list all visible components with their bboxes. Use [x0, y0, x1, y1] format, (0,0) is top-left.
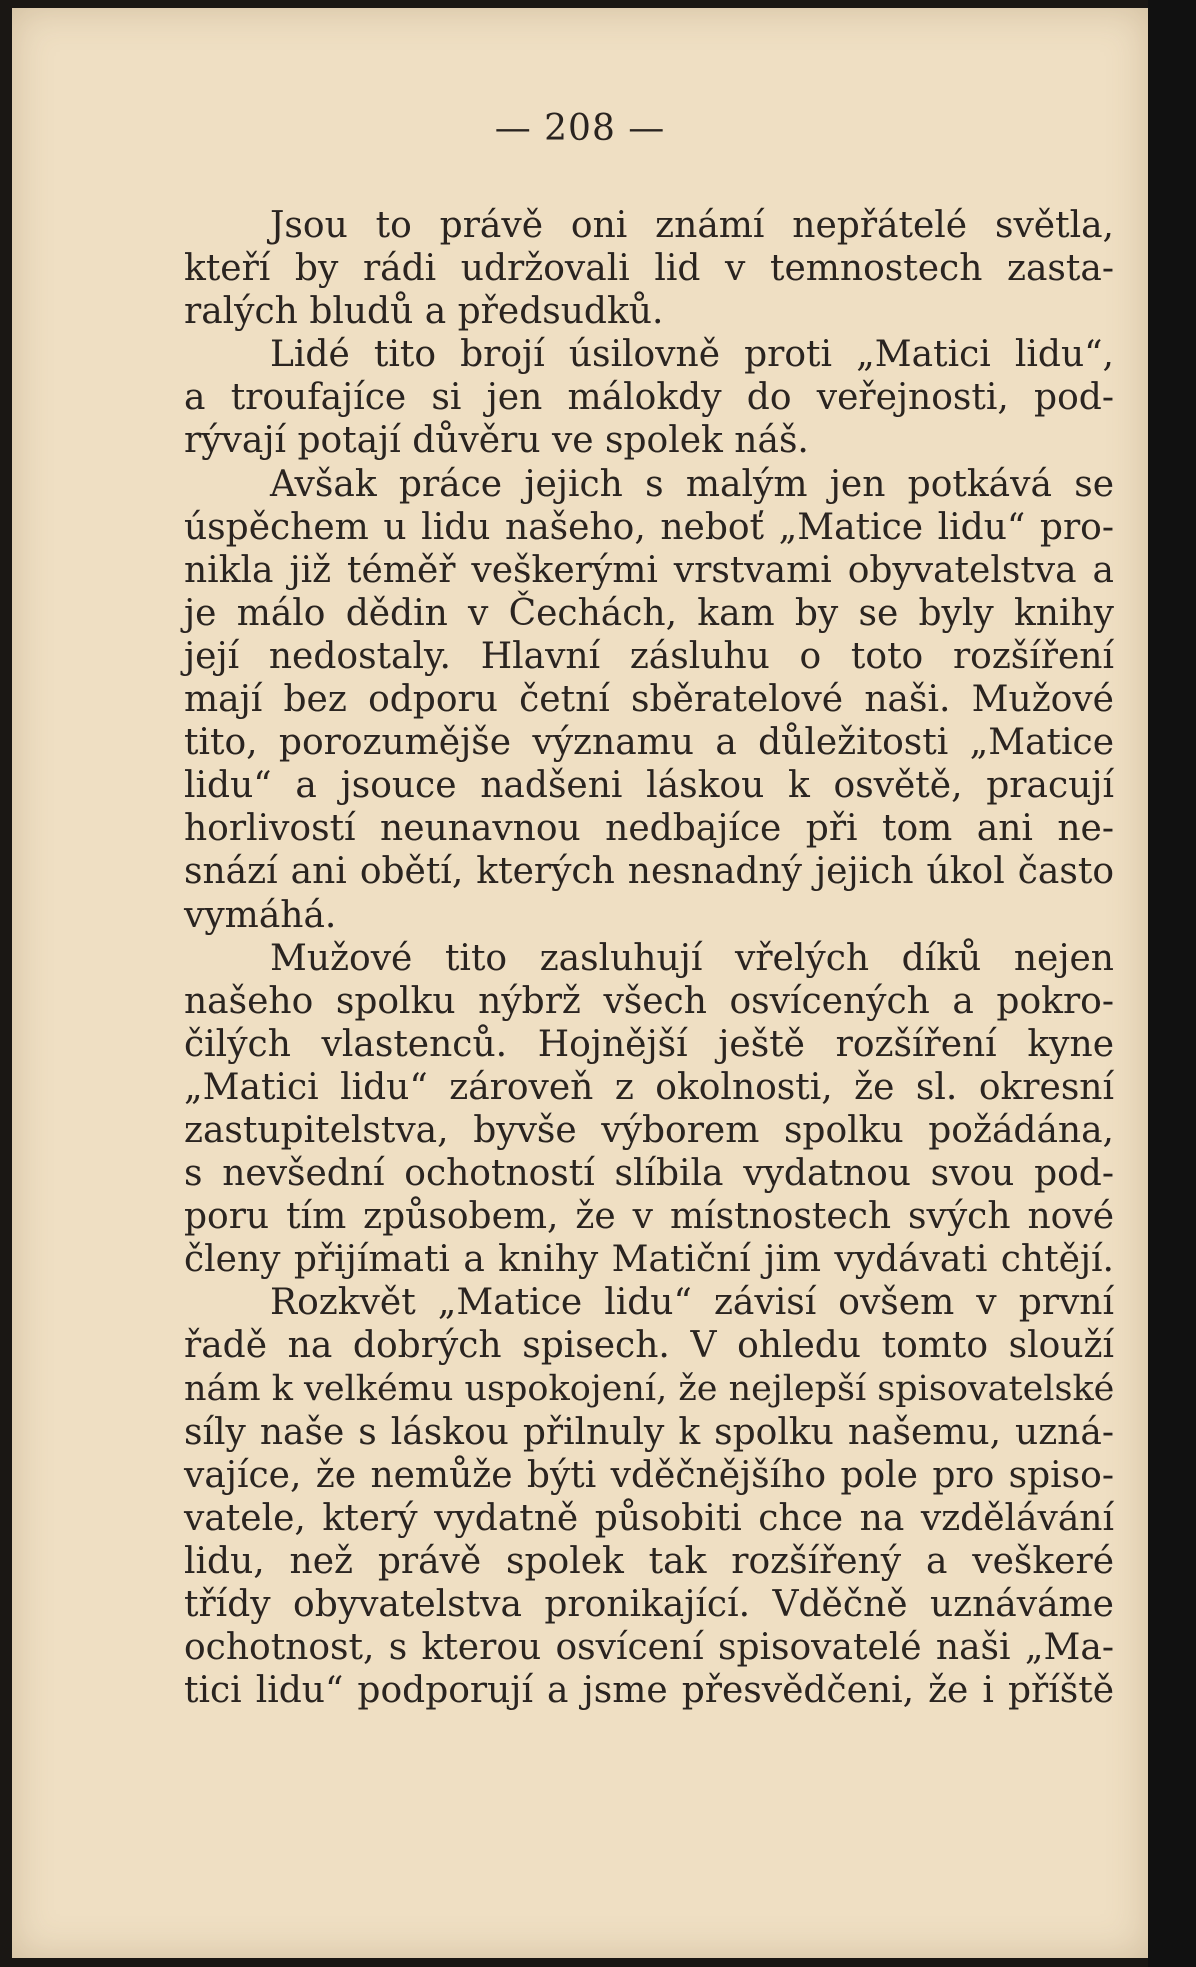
text-line: Rozkvět „Matice lidu“ závisí ovšem v první [270, 1282, 1114, 1324]
text-line: členy přijímati a knihy Matiční jim vydávati chtějí. [184, 1239, 1114, 1281]
text-line: horlivostí neunavnou nedbajíce při tom ani ne- [184, 808, 1114, 850]
text-line: je málo dědin v Čechách, kam by se byly knihy [184, 592, 1114, 634]
text-line: „Matici lidu“ zároveň z okolnosti, že sl. okresní [184, 1066, 1114, 1108]
text-line: její nedostaly. Hlavní zásluhu o toto rozšíření [184, 635, 1114, 677]
text-line: kteří by rádi udržovali lid v temnostech zasta- [184, 248, 1114, 290]
text-line: poru tím způsobem, že v místnostech svých nové [184, 1196, 1114, 1238]
text-line: lidu“ a jsouce nadšeni láskou k osvětě, pracují [184, 765, 1114, 807]
text-line: síly naše s láskou přilnuly k spolku našemu, uzná- [184, 1411, 1114, 1453]
text-line: našeho spolku nýbrž všech osvícených a pokro- [184, 980, 1114, 1022]
text-line: řadě na dobrých spisech. V ohledu tomto slouží [184, 1325, 1114, 1367]
text-line: třídy obyvatelstva pronikající. Vděčně uznáváme [184, 1584, 1114, 1625]
text-line: vajíce, že nemůže býti vděčnějšího pole pro spiso- [184, 1454, 1114, 1496]
page-number: — 208 — [494, 108, 666, 149]
text-line: tito, porozumějše významu a důležitosti „Matice [184, 722, 1114, 764]
text-line: nikla již téměř veškerými vrstvami obyvatelstva a [184, 549, 1114, 591]
book-page [12, 8, 1148, 1958]
text-line: snází ani obětí, kterých nesnadný jejich úkol často [184, 851, 1114, 893]
book-edge [1148, 0, 1196, 1967]
text-line: Jsou to právě oni známí nepřátelé světla, [270, 205, 1114, 246]
text-line: čilých vlastenců. Hojnější ještě rozšíření kyne [184, 1023, 1114, 1065]
text-line: Avšak práce jejich s malým jen potkává se [270, 463, 1114, 505]
body-text [184, 204, 1114, 1712]
text-line: vymáhá. [184, 894, 337, 936]
text-line: ochotnost, s kterou osvícení spisovatelé naši „Ma- [184, 1627, 1114, 1669]
text-line: Lidé tito brojí úsilovně proti „Matici lidu“, [270, 334, 1114, 376]
text-line: nám k velkému uspokojení, že nejlepší spisovatelské [184, 1368, 1115, 1409]
text-line: úspěchem u lidu našeho, neboť „Matice lidu“ pro- [184, 506, 1114, 548]
text-line: vatele, který vydatně působiti chce na vzdělávání [184, 1497, 1114, 1539]
text-line: s nevšední ochotností slíbila vydatnou svou pod- [184, 1153, 1114, 1195]
text-line: tici lidu“ podporují a jsme přesvědčeni, že i příště [184, 1670, 1114, 1712]
text-line: zastupitelstva, byvše výborem spolku požádána, [184, 1109, 1114, 1151]
text-line: ralých bludů a předsudků. [184, 291, 664, 333]
text-line: Mužové tito zasluhují vřelých díků nejen [270, 937, 1114, 979]
text-line: rývají potají důvěru ve spolek náš. [184, 420, 809, 462]
text-line: lidu, než právě spolek tak rozšířený a veškeré [184, 1540, 1114, 1582]
text-line: mají bez odporu četní sběratelové naši. Mužové [184, 679, 1114, 721]
text-line: a troufajíce si jen málokdy do veřejnosti, pod- [184, 377, 1114, 419]
